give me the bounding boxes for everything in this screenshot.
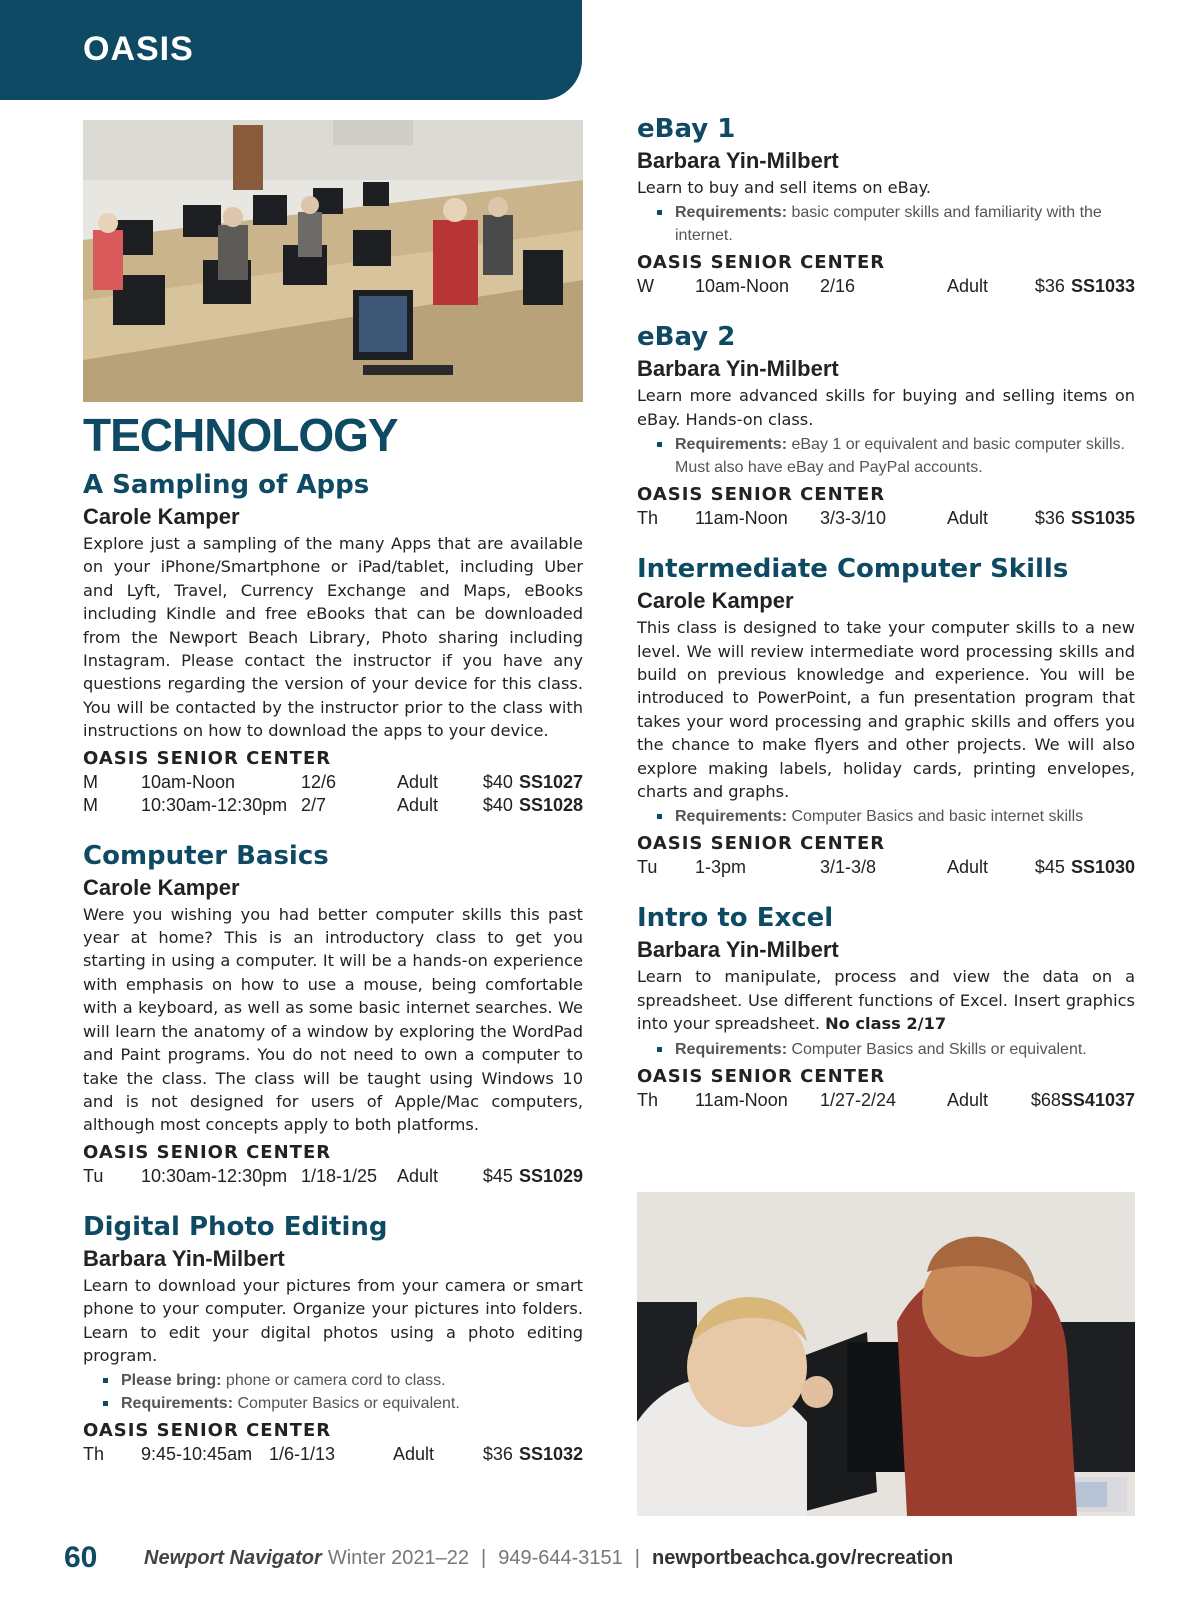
course-instructor: Barbara Yin-Milbert: [637, 937, 839, 963]
location-label: OASIS SENIOR CENTER: [83, 1141, 332, 1163]
publication-season: Winter 2021–22: [327, 1546, 470, 1569]
course-description: Learn to manipulate, process and view the data on a spreadsheet. Use different functions of Excel. Insert graphics into your spreadsheet.: [637, 967, 1135, 1034]
session-day: Th: [637, 508, 659, 529]
instructor-helping-student-photo: [637, 1192, 1135, 1516]
session-dates: 3/3-3/10: [820, 508, 887, 529]
session-day: Tu: [83, 1165, 104, 1186]
note-label: Requirements:: [675, 808, 788, 826]
bullet-icon: [103, 1378, 108, 1383]
session-time: 9:45-10:45am: [141, 1444, 253, 1465]
course-code: SS1029: [518, 1165, 583, 1186]
section-tab-label: OASIS: [83, 30, 194, 68]
course-ebay-2: [637, 320, 1135, 530]
right-column: [637, 112, 1135, 1134]
course-note: [657, 1038, 1135, 1061]
session-time: 10:30am-12:30pm: [141, 1165, 288, 1186]
course-code: SS1028: [518, 794, 583, 815]
location-label: OASIS SENIOR CENTER: [83, 1420, 332, 1442]
course-code: SS1027: [518, 771, 583, 792]
session-fee: $36: [1034, 508, 1065, 529]
session-age: Adult: [397, 771, 439, 792]
session-dates: 1/6-1/13: [269, 1444, 336, 1465]
note-text: phone or camera cord to class.: [221, 1372, 446, 1390]
phone-number: 949-644-3151: [498, 1546, 623, 1569]
course-description: Explore just a sampling of the many Apps that are available on your iPhone/Smartphone or iPad/tablet, including Uber and Lyft, Travel, Currency Exchange and Maps, eBooks including Kindle and free eBooks that can be downloaded from the Newport Beach Library, Photo sharing including Instagram. Please contact the instructor if you have any questions regarding the version of your device for this class. You will be contacted by the instructor prior to the class with instructions on how to download the apps to your device.: [83, 534, 583, 741]
session-dates: 2/7: [301, 794, 327, 815]
course-code: SS1033: [1070, 276, 1135, 297]
course-description: Learn to download your pictures from your camera or smart phone to your computer. Organize your pictures into folders. Learn to edit your digital photos using a photo editing program.: [83, 1275, 583, 1365]
course-notes: [83, 1369, 583, 1415]
session-time: 1-3pm: [695, 857, 747, 878]
section-tab: [0, 0, 582, 100]
session-fee: $45: [482, 1165, 513, 1186]
session-row: [83, 771, 583, 794]
session-time: 10:30am-12:30pm: [141, 794, 288, 815]
session-time: 11am-Noon: [695, 1089, 788, 1110]
computer-lab-illustration: [83, 120, 583, 402]
page-number: 60: [64, 1541, 98, 1574]
course-notes: [637, 805, 1135, 828]
course-notes: [637, 201, 1135, 247]
session-day: M: [83, 771, 98, 792]
session-dates: 1/27-2/24: [820, 1089, 897, 1110]
note-label: Please bring:: [121, 1372, 222, 1390]
course-description: Were you wishing you had better computer skills this past year at home? This is an introductory class to get you starting in using a computer. It will be a hands-on experience with emphasis on how to use a mouse, being comfortable with a keyboard, as well as some basic internet searches. We will learn the anatomy of a window by exploring the WordPad and Paint programs. You do not need to own a computer to take the class. The class will be taught using Windows 10 and is not designed for users of Apple/Mac computers, although most concepts apply to both platforms.: [83, 904, 583, 1135]
course-instructor: Barbara Yin-Milbert: [637, 356, 839, 382]
course-title: eBay 2: [637, 322, 736, 353]
session-row: [83, 1443, 583, 1466]
location-label: OASIS SENIOR CENTER: [637, 833, 886, 855]
course-title: Digital Photo Editing: [83, 1211, 388, 1242]
course-title: A Sampling of Apps: [83, 470, 370, 500]
session-fee: $45: [1034, 857, 1065, 878]
course-note: [657, 201, 1135, 247]
section-heading: TECHNOLOGY: [83, 409, 398, 461]
session-age: Adult: [393, 1444, 435, 1465]
note-text: Computer Basics and basic internet skills: [787, 808, 1084, 826]
session-age: Adult: [947, 857, 989, 878]
location-label: OASIS SENIOR CENTER: [83, 747, 332, 769]
course-title: Computer Basics: [83, 840, 329, 871]
course-code: SS1035: [1070, 508, 1135, 529]
session-age: Adult: [397, 1165, 439, 1186]
session-day: Tu: [637, 857, 658, 878]
note-label: Requirements:: [675, 436, 788, 454]
website-link[interactable]: newportbeachca.gov/recreation: [651, 1546, 954, 1569]
session-dates: 2/16: [820, 276, 856, 297]
bullet-icon: [657, 814, 662, 819]
session-age: Adult: [947, 1089, 989, 1110]
session-fee: $40: [482, 771, 513, 792]
page-footer: [64, 1540, 1164, 1576]
course-instructor: Carole Kamper: [637, 588, 794, 614]
course-title: Intro to Excel: [637, 903, 834, 934]
course-description: Learn to buy and sell items on eBay.: [637, 178, 932, 197]
note-label: Requirements:: [675, 1040, 788, 1058]
note-label: Requirements:: [675, 204, 788, 222]
note-text: basic computer skills and familiarity with the internet.: [675, 204, 1102, 245]
bullet-icon: [657, 442, 662, 447]
bullet-icon: [657, 210, 662, 215]
footer-divider: |: [634, 1546, 640, 1569]
session-time: 10am-Noon: [141, 771, 236, 792]
note-text: eBay 1 or equivalent and basic computer skills. Must also have eBay and PayPal accounts.: [675, 436, 1125, 477]
publication-name: Newport Navigator: [144, 1546, 322, 1569]
session-time: 10am-Noon: [695, 276, 790, 297]
session-day: Th: [637, 1089, 659, 1110]
course-code: SS41037: [1060, 1089, 1135, 1110]
course-instructor: Barbara Yin-Milbert: [83, 1245, 285, 1271]
session-age: Adult: [947, 508, 989, 529]
course-intro-to-excel: [637, 901, 1135, 1111]
bullet-icon: [657, 1047, 662, 1052]
course-sampling-of-apps: [83, 468, 583, 817]
course-digital-photo-editing: [83, 1210, 583, 1467]
instructor-helping-student-illustration: [637, 1192, 1135, 1516]
location-label: OASIS SENIOR CENTER: [637, 484, 886, 506]
course-instructor: Carole Kamper: [83, 874, 240, 900]
course-notes: [637, 1038, 1135, 1061]
session-day: Th: [83, 1444, 105, 1465]
course-description: This class is designed to take your computer skills to a new level. We will review intermediate word processing skills and build on previous knowledge and experience. You will be introduced to PowerPoint, a fun presentation program that takes your word processing and graphic skills and offers you the chance to make flyers and other projects. We will also explore making labels, holiday cards, printing envelopes, charts and graphs.: [637, 618, 1135, 802]
session-row: [637, 507, 1135, 530]
course-instructor: Carole Kamper: [83, 504, 240, 529]
session-day: M: [83, 794, 98, 815]
session-row: [83, 794, 583, 817]
computer-lab-photo: [83, 120, 583, 402]
session-fee: $40: [482, 794, 513, 815]
course-ebay-1: [637, 112, 1135, 298]
session-row: [637, 275, 1135, 298]
session-age: Adult: [397, 794, 439, 815]
session-dates: 1/18-1/25: [301, 1165, 378, 1186]
session-row: [637, 856, 1135, 879]
course-title: eBay 1: [637, 114, 736, 144]
session-fee: $36: [482, 1444, 513, 1465]
footer-divider: |: [481, 1546, 487, 1569]
session-dates: 12/6: [301, 771, 337, 792]
session-fee: $68: [1030, 1089, 1061, 1110]
course-intermediate-computer-skills: [637, 552, 1135, 879]
course-note: [657, 433, 1135, 479]
course-note: [103, 1369, 583, 1392]
note-text: Computer Basics or equivalent.: [233, 1395, 460, 1413]
course-note: [657, 805, 1135, 828]
course-description-wrap: [637, 965, 1135, 1035]
course-instructor: Barbara Yin-Milbert: [637, 148, 839, 173]
note-label: Requirements:: [121, 1395, 234, 1413]
note-text: Computer Basics and Skills or equivalent.: [787, 1040, 1087, 1058]
course-code: SS1032: [518, 1444, 583, 1465]
left-column: [83, 408, 583, 1488]
location-label: OASIS SENIOR CENTER: [637, 1065, 886, 1087]
session-fee: $36: [1034, 276, 1065, 297]
course-computer-basics: [83, 839, 583, 1188]
course-note: [103, 1392, 583, 1415]
course-notes: [637, 433, 1135, 479]
session-row: [83, 1165, 583, 1188]
course-note-no-class: No class 2/17: [825, 1014, 947, 1034]
session-dates: 3/1-3/8: [820, 857, 877, 878]
course-description: Learn more advanced skills for buying and selling items on eBay. Hands-on class.: [637, 386, 1135, 429]
session-age: Adult: [947, 276, 989, 297]
course-code: SS1030: [1070, 857, 1135, 878]
location-label: OASIS SENIOR CENTER: [637, 252, 886, 274]
bullet-icon: [103, 1401, 108, 1406]
session-time: 11am-Noon: [695, 508, 788, 529]
course-title: Intermediate Computer Skills: [637, 554, 1069, 585]
session-row: [637, 1089, 1135, 1112]
session-day: W: [637, 276, 654, 297]
